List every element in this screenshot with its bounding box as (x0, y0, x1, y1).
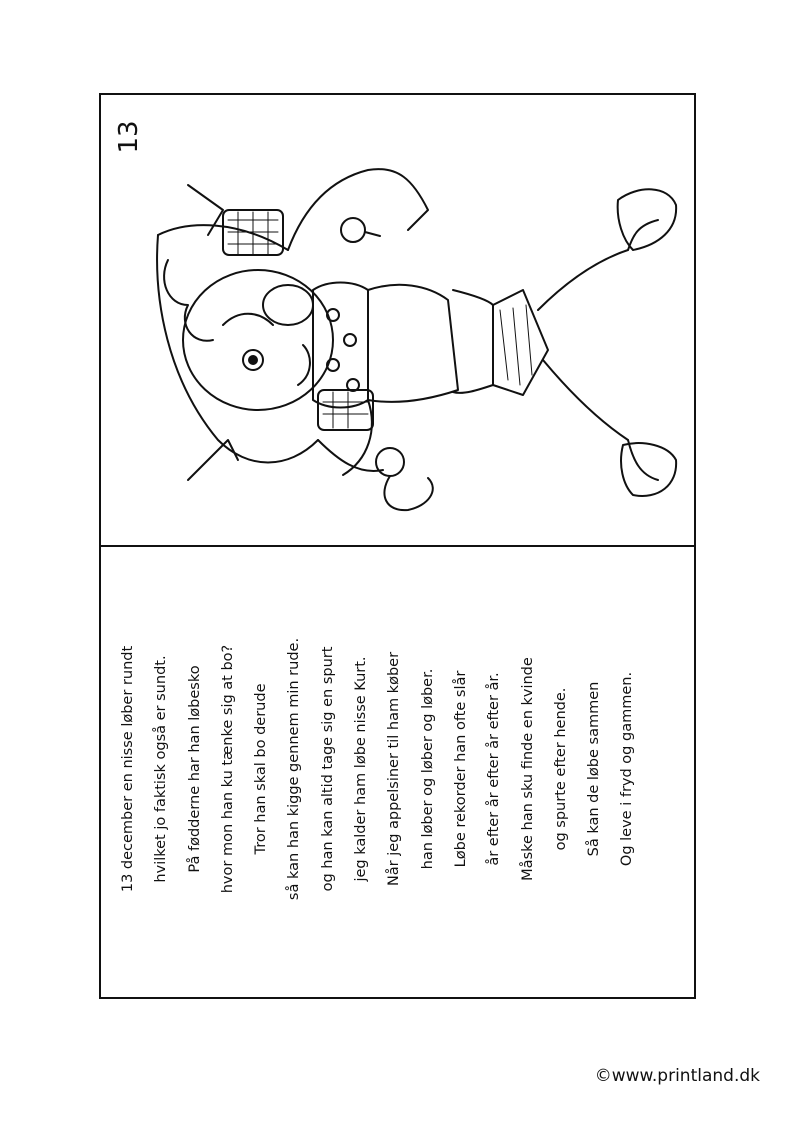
poem-line: 13 december en nisse løber rundt (120, 645, 136, 893)
poem-line: og han kan altid tage sig en spurt (319, 646, 336, 892)
website-credit: ©www.printland.dk (594, 1066, 760, 1086)
running-elf-illustration (128, 140, 678, 520)
poem-block (112, 553, 690, 985)
page-number: 13 (114, 120, 144, 154)
poem-line: Så kan de løbe sammen (586, 681, 603, 857)
poem-line: hvilket jo faktisk også er sundt. (153, 655, 170, 883)
poem-line: Løbe rekorder han ofte slår (452, 670, 469, 868)
poem-line: og spurte efter hende. (552, 687, 569, 851)
poem-line: Tror han skal bo derude (253, 683, 270, 855)
poem-line: år efter år efter år efter år. (486, 672, 503, 866)
fold-divider (99, 545, 696, 547)
poem-line: så kan han kigge gennem min rude. (286, 637, 303, 901)
poem-line: han løber og løber og løber. (419, 668, 436, 870)
poem-line: På fødderne har han løbesko (186, 665, 203, 873)
poem-line: hvor mon han ku tænke sig at bo? (219, 644, 236, 894)
poem-line: jeg kalder ham løbe nisse Kurt. (353, 656, 370, 882)
poem-line: Når jeg appelsiner til ham køber (386, 651, 403, 887)
poem-line: Måske han sku finde en kvinde (519, 657, 536, 881)
poem-line: Og leve i fryd og gammen. (619, 671, 636, 867)
